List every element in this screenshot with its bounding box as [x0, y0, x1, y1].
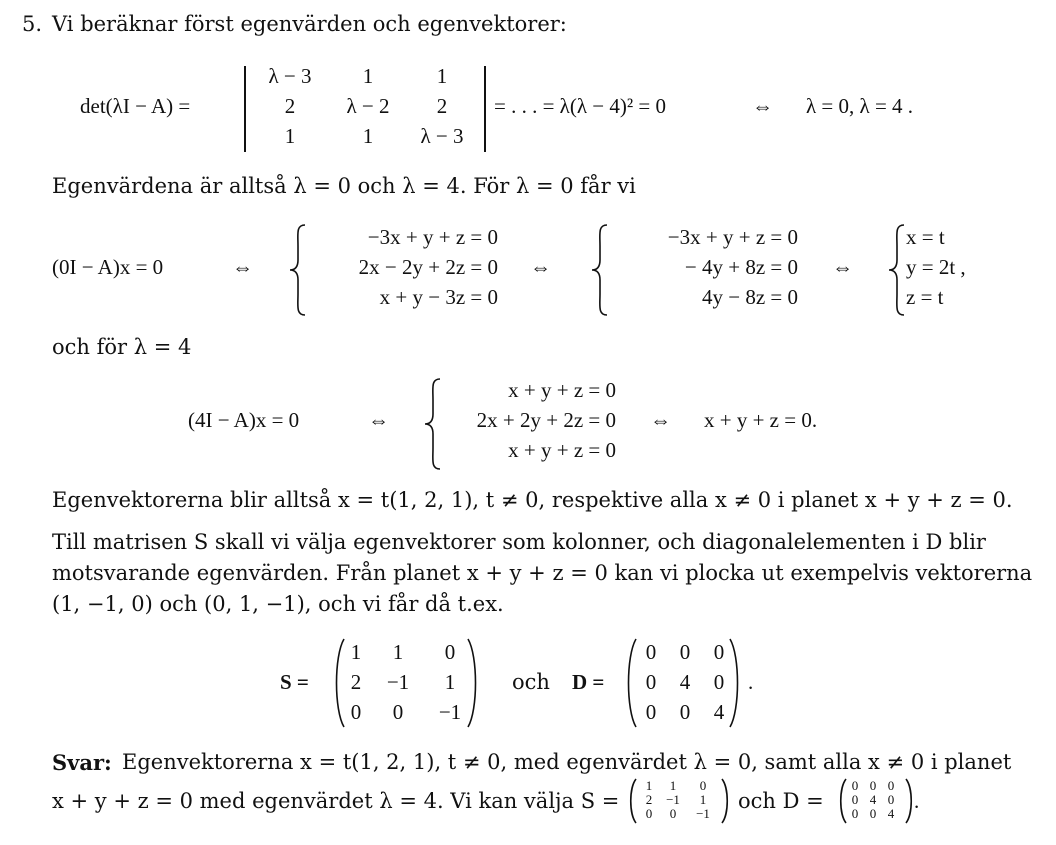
paragraph-line: (1, −1, 0) och (0, 1, −1), och vi får då t.ex.	[52, 592, 504, 616]
answer-label: Svar:	[52, 750, 112, 775]
matrix-cell: 0	[869, 806, 877, 821]
system4-lhs: (4I − A)x = 0	[188, 408, 300, 432]
matrix-cell: −1	[666, 792, 680, 807]
answer-line-1: Egenvektorerna x = t(1, 2, 1), t ≠ 0, med egenvärdet λ = 0, samt alla x ≠ 0 i planet	[122, 750, 1012, 774]
system-equation: 4y − 8z = 0	[701, 285, 798, 309]
matrix-cell: 0	[645, 700, 657, 724]
det-cell: 1	[284, 124, 296, 148]
matrix-cell: 1	[392, 640, 404, 664]
matrix-cell: 4	[887, 806, 895, 821]
och-for-text: och för λ = 4	[52, 335, 192, 359]
left-paren	[628, 778, 638, 824]
equiv-symbol: ⇔	[832, 255, 853, 279]
solution-equation: x = t	[906, 225, 945, 249]
system-equation: −3x + y + z = 0	[367, 225, 498, 249]
matrix-cell: 0	[869, 778, 877, 793]
matrix-cell: 0	[392, 700, 404, 724]
det-cell: 1	[362, 64, 374, 88]
matrix-cell: 0	[645, 806, 653, 821]
det-left-bar	[244, 66, 246, 152]
och-text: och	[512, 670, 550, 694]
matrix-cell: 0	[645, 640, 657, 664]
det-cell: λ − 2	[346, 94, 390, 118]
matrix-cell: 1	[350, 640, 362, 664]
system-equation: x + y − 3z = 0	[379, 285, 498, 309]
matrix-cell: 1	[699, 792, 707, 807]
matrix-cell: −1	[386, 670, 410, 694]
matrix-cell: −1	[438, 700, 462, 724]
det-cell: λ − 3	[268, 64, 312, 88]
problem-number: 5.	[22, 12, 43, 36]
matrix-cell: 0	[713, 670, 725, 694]
answer-period: .	[914, 789, 920, 813]
paragraph-line: motsvarande egenvärden. Från planet x + y + z = 0 kan vi plocka ut exempelvis vektorerna	[52, 561, 1033, 585]
solution-equation: z = t	[906, 285, 944, 309]
det-cell: 1	[362, 124, 374, 148]
system-equation: 2x + 2y + 2z = 0	[476, 408, 616, 432]
paragraph-line: Till matrisen S skall vi välja egenvektorer som kolonner, och diagonalelementen i D blir	[52, 530, 986, 554]
matrix-cell: 0	[851, 778, 859, 793]
system-equation: x + y + z = 0	[508, 438, 616, 462]
left-brace	[888, 224, 908, 316]
matrix-cell: 0	[851, 806, 859, 821]
answer-och-text: och D =	[738, 789, 824, 813]
eigenvalue-text: Egenvärdena är alltså λ = 0 och λ = 4. För λ = 0 får vi	[52, 174, 636, 198]
equiv-symbol: ⇔	[368, 408, 389, 432]
det-right-bar	[484, 66, 486, 152]
matrix-cell: 0	[887, 792, 895, 807]
plane-equation: x + y + z = 0.	[704, 408, 818, 432]
left-brace	[289, 224, 309, 316]
matrix-cell: 0	[669, 806, 677, 821]
matrix-cell: 2	[350, 670, 362, 694]
d-matrix-label: D =	[572, 670, 605, 694]
system-equation: 2x − 2y + 2z = 0	[358, 255, 498, 279]
equiv-symbol: ⇔	[752, 94, 773, 118]
matrix-cell: 2	[645, 792, 653, 807]
det-cell: 2	[284, 94, 296, 118]
solution-equation: y = 2t ,	[906, 255, 966, 279]
right-paren	[904, 778, 914, 824]
matrix-cell: 0	[444, 640, 456, 664]
s-matrix-label: S =	[280, 670, 309, 694]
eigenvector-sentence: Egenvektorerna blir alltså x = t(1, 2, 1), t ≠ 0, respektive alla x ≠ 0 i planet x + y + z = 0.	[52, 488, 1013, 512]
equiv-symbol: ⇔	[650, 408, 671, 432]
matrix-cell: 4	[869, 792, 877, 807]
system-equation: −3x + y + z = 0	[667, 225, 798, 249]
matrix-cell: 0	[679, 640, 691, 664]
matrix-cell: 0	[851, 792, 859, 807]
det-cell: 1	[436, 64, 448, 88]
right-paren	[466, 638, 480, 728]
matrix-cell: 0	[645, 670, 657, 694]
matrix-cell: 4	[679, 670, 691, 694]
det-cell: λ − 3	[420, 124, 464, 148]
det-cell: 2	[436, 94, 448, 118]
matrix-cell: 1	[645, 778, 653, 793]
matrix-cell: 4	[713, 700, 725, 724]
determinant-lhs: det(λI − A) =	[80, 94, 191, 118]
intro-text: Vi beräknar först egenvärden och egenvektorer:	[52, 12, 567, 36]
matrix-cell: −1	[696, 806, 710, 821]
answer-line-2: x + y + z = 0 med egenvärdet λ = 4. Vi kan välja S =	[52, 789, 620, 813]
matrix-cell: 0	[350, 700, 362, 724]
determinant-rhs: = . . . = λ(λ − 4)² = 0	[494, 94, 667, 118]
matrix-cell: 0	[699, 778, 707, 793]
equiv-symbol: ⇔	[232, 255, 253, 279]
matrix-cell: 0	[679, 700, 691, 724]
system-equation: x + y + z = 0	[508, 378, 616, 402]
matrix-cell: 0	[713, 640, 725, 664]
equiv-symbol: ⇔	[530, 255, 551, 279]
matrix-cell: 1	[444, 670, 456, 694]
system-equation: − 4y + 8z = 0	[684, 255, 798, 279]
right-paren	[720, 778, 730, 824]
eigenvalue-result: λ = 0, λ = 4 .	[806, 94, 914, 118]
matrix-cell: 0	[887, 778, 895, 793]
matrix-period: .	[748, 670, 754, 694]
system0-lhs: (0I − A)x = 0	[52, 255, 164, 279]
matrix-cell: 1	[669, 778, 677, 793]
